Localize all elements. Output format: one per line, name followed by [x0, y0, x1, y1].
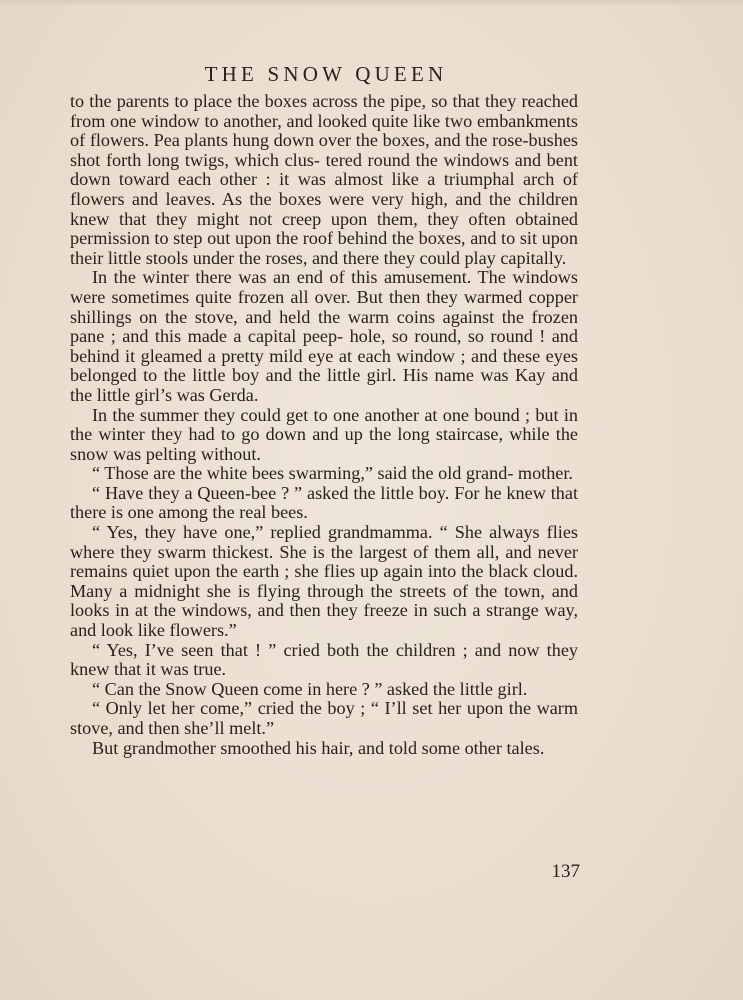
paragraph: “ Only let her come,” cried the boy ; “ I’ll set her upon the warm stove, and then she’ll melt.”: [70, 698, 578, 738]
paragraph: “ Yes, they have one,” replied grandmamma. “ She always flies where they swarm thickest. She is the largest of them all, and never remains quiet upon the earth ; she flies up again into the black cloud. Many a midnight she is flying through the streets of the town, and looks in at the windows, and then they freeze in such a strange way, and look like flowers.”: [70, 522, 578, 641]
paragraph: “ Have they a Queen-bee ? ” asked the little boy. For he knew that there is one among the real bees.: [70, 482, 578, 523]
paragraph: In the winter there was an end of this amusement. The windows were sometimes quite frozen all over. But then they warmed copper shillings on the stove, and held the warm coins against the frozen pane ; and this made a capital peep- hole, so round, so round ! and behind it gleamed a pretty mild eye at each window ; and these eyes belonged to the little boy and the little girl. His name was Kay and the little girl’s was Gerda.: [70, 267, 578, 405]
paragraph: “ Those are the white bees swarming,” said the old grand- mother.: [92, 463, 573, 484]
page-top-edge: [0, 0, 743, 6]
paragraph: In the summer they could get to one another at one bound ; but in the winter they had to go down and up the long staircase, while the snow was pelting without.: [70, 404, 578, 464]
paragraph: “ Yes, I’ve seen that ! ” cried both the children ; and now they knew that it was true.: [70, 639, 578, 680]
paragraph: to the parents to place the boxes across the pipe, so that they reached from one window to another, and looked quite like two embankments of flowers. Pea plants hung down over the boxes, and the rose-bushes shot forth long twigs, which clus- tered round the windows and bent down toward each other : it was almost like a triumphal arch of flowers and leaves. As the boxes were very high, and the children knew that they might not creep upon them, they often obtained permission to step out upon the roof behind the boxes, and to sit upon their little stools under the roses, and there they could play capitally.: [70, 91, 578, 268]
page-number: 137: [551, 861, 580, 882]
paragraph: “ Can the Snow Queen come in here ? ” asked the little girl.: [92, 678, 528, 699]
paragraph: But grandmother smoothed his hair, and told some other tales.: [92, 737, 545, 758]
running-head: THE SNOW QUEEN: [204, 62, 448, 86]
body-text: [70, 92, 578, 758]
